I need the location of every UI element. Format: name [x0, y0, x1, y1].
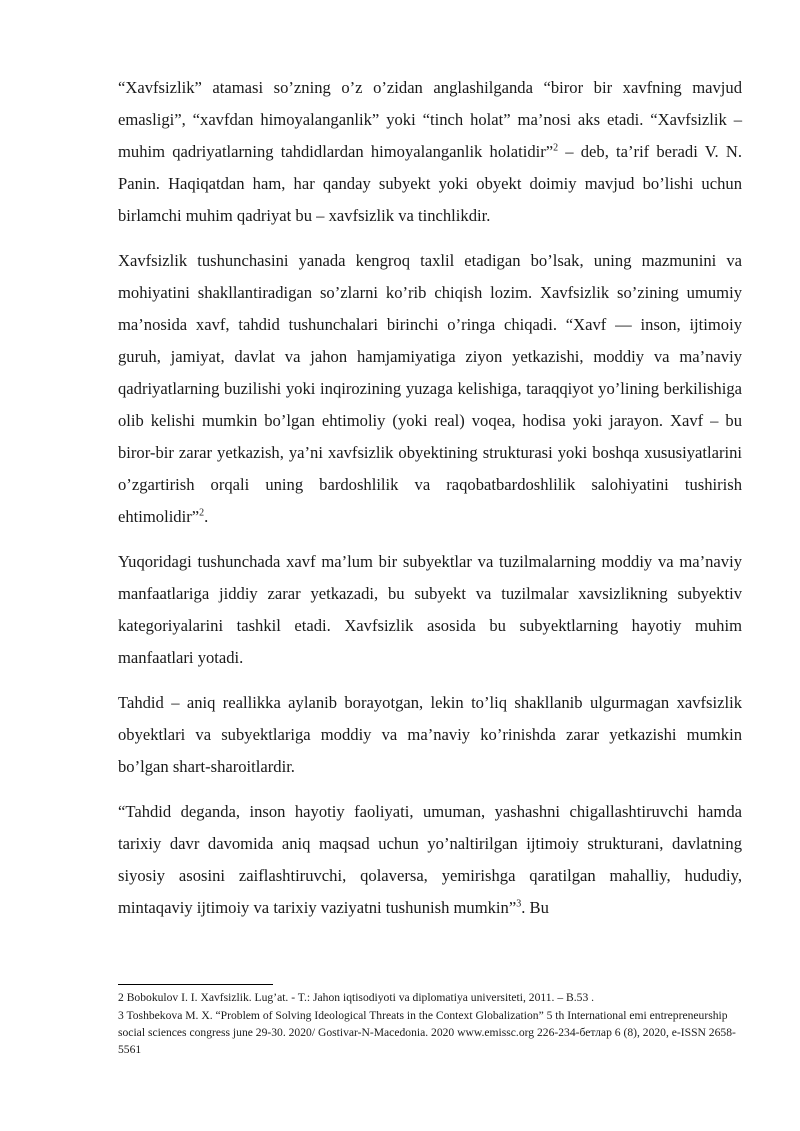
paragraph-text: Yuqoridagi tushunchada xavf ma’lum bir subyektlar va tuzilmalarning moddiy va ma’naviy manfaatlariga jiddiy zarar yetkazadi, bu subyekt va tuzilmalar xavsizlikning subyektiv kategoriyalarini tashkil etadi. Xavfsizlik asosida bu subyektlarning hayotiy muhim manfaatlari yotadi.	[118, 552, 742, 667]
paragraph-tail: . Bu	[521, 898, 549, 917]
paragraph-4	[118, 687, 742, 783]
paragraph-tail: – deb, ta’rif beradi V. N. Panin. Haqiqatdan ham, har qanday subyekt yoki obyekt doimiy mavjud bo’lishi uchun birlamchi muhim qadriyat bu – xavfsizlik va tinchlikdir.	[118, 142, 742, 225]
paragraph-text: Tahdid – aniq reallikka aylanib borayotgan, lekin to’liq shakllanib ulgurmagan xavfsizlik obyektlari va subyektlariga moddiy va ma’naviy ko’rinishda zarar yetkazishi mumkin bo’lgan shart-sharoitlardir.	[118, 693, 742, 776]
paragraph-3	[118, 546, 742, 674]
footnotes	[118, 989, 742, 1059]
paragraph-2	[118, 245, 742, 533]
footnote-2: 2 Bobokulov I. I. Xavfsizlik. Lug’at. - T.: Jahon iqtisodiyoti va diplomatiya universiteti, 2011. – B.53 .	[118, 991, 595, 1004]
paragraph-text: “Xavfsizlik” atamasi so’zning o’z o’zidan anglashilganda “biror bir xavfning mavjud emasligi”, “xavfdan himoyalanganlik” yoki “tinch holat” ma’nosi aks etadi. “Xavfsizlik – muhim qadriyatlarning tahdidlardan himoyalanganlik holatidir”	[118, 78, 742, 161]
footnote-separator	[118, 984, 273, 985]
paragraph-text: Xavfsizlik tushunchasini yanada kengroq taxlil etadigan bo’lsak, uning mazmunini va mohiyatini shakllantiradigan so’zlarni ko’rib chiqish lozim. Xavfsizlik so’zining umumiy ma’nosida xavf, tahdid tushunchalari birinchi o’ringa chiqadi. “Xavf — inson, ijtimoiy guruh, jamiyat, davlat va jahon hamjamiyatiga ziyon yetkazishi, moddiy va ma’naviy qadriyatlarning buzilishi yoki inqirozining yuzaga kelishiga, taraqqiyot yo’lining berkilishiga olib kelishi mumkin bo’lgan ehtimoliy (yoki real) voqea, hodisa yoki jarayon. Xavf – bu biror-bir zarar yetkazish, ya’ni xavfsizlik obyektining strukturasi yoki boshqa xususiyatlarini o’zgartirish orqali uning bardoshlilik va raqobatbardoshlilik salohiyatini tushirish ehtimolidir”	[118, 251, 742, 526]
paragraph-tail: .	[204, 507, 209, 526]
paragraph-5	[118, 796, 742, 924]
footnote-ref: 2	[553, 142, 559, 154]
footnote-ref: 2	[199, 507, 205, 519]
footnote-3: 3 Toshbekova M. X. “Problem of Solving Ideological Threats in the Context Globalization” 5 th International emi entrepreneurship social sciences congress june 29-30. 2020/ Gostivar-N-Macedonia. 2020 www.emissc.org 226-234-бетлар 6 (8), 2020, e-ISSN 2658-5561	[118, 1009, 736, 1056]
paragraph-text: “Tahdid deganda, inson hayotiy faoliyati, umuman, yashashni chigallashtiruvchi hamda tarixiy davr davomida aniq maqsad uchun yo’naltirilgan ijtimoiy strukturani, davlatning siyosiy asosini zaiflashtiruvchi, qolaversa, yemirishga qaratilgan mahalliy, hududiy, mintaqaviy ijtimoiy va tarixiy vaziyatni tushunish mumkin”	[118, 802, 742, 917]
paragraph-1	[118, 72, 742, 232]
document-body	[118, 72, 742, 937]
footnote-ref: 3	[516, 898, 522, 910]
